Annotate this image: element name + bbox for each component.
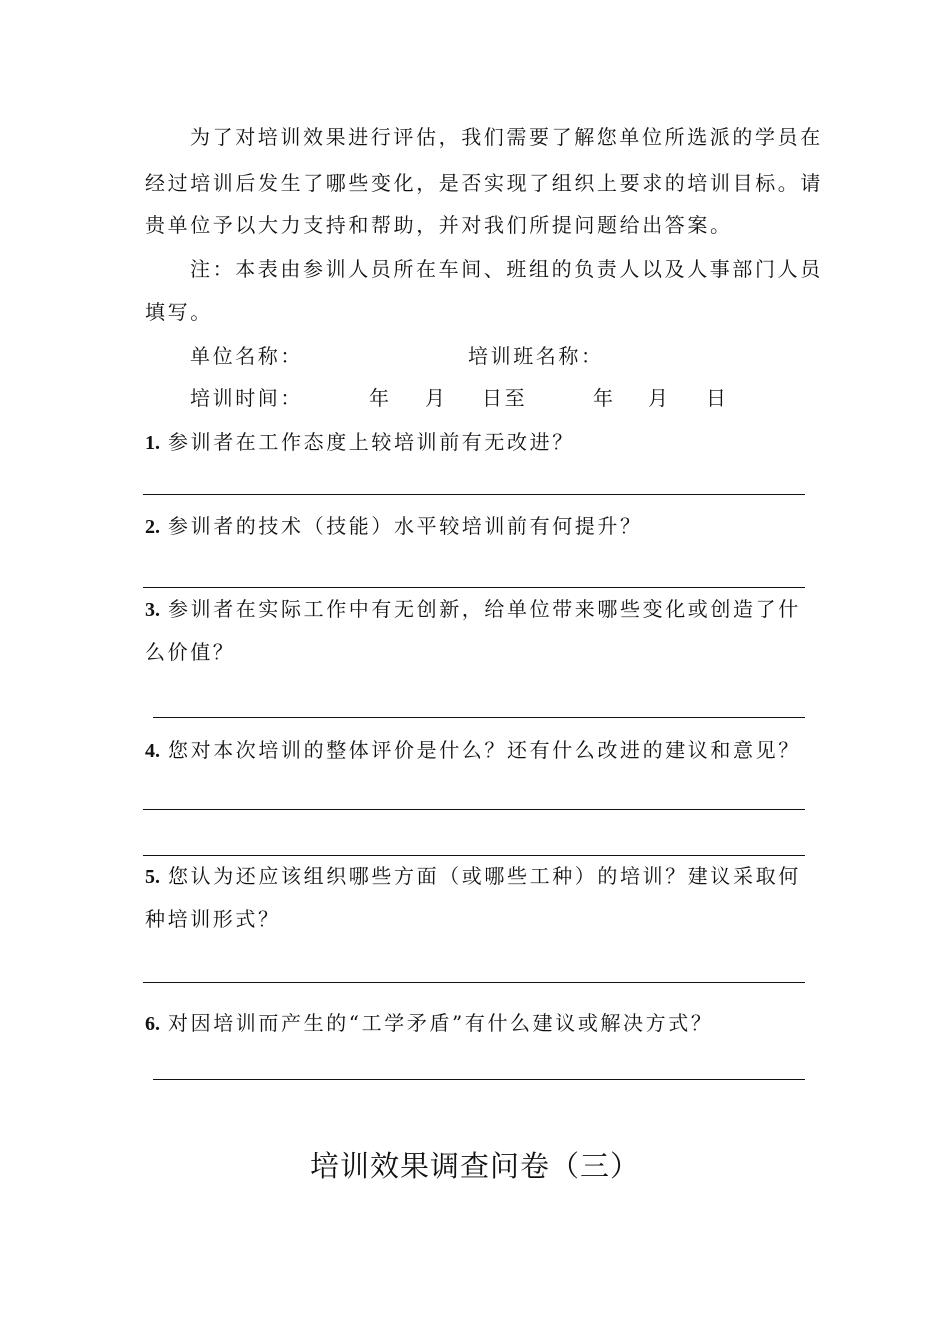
unit-name-label: 单位名称：	[190, 344, 303, 368]
question-text: 参训者的技术（技能）水平较培训前有何提升？	[168, 514, 643, 538]
question-2	[145, 510, 805, 539]
question-text: 参训者在实际工作中有无创新，给单位带来哪些变化或创造了什	[168, 597, 801, 621]
question-6	[145, 1007, 805, 1036]
answer-line[interactable]	[143, 855, 805, 856]
questionnaire-title: 培训效果调查问卷（三）	[309, 1149, 640, 1183]
question-text: 参训者在工作态度上较培训前有无改进？	[168, 430, 575, 454]
start-day-to-label: 日至	[482, 386, 528, 410]
training-time-label: 培训时间：	[190, 386, 303, 410]
intro-line-3: 贵单位予以大力支持和帮助，并对我们所提问题给出答案。	[145, 213, 733, 237]
question-number: 4.	[145, 740, 160, 762]
question-text: 对因培训而产生的“工学矛盾”有什么建议或解决方式？	[168, 1011, 714, 1035]
answer-line[interactable]	[153, 1079, 805, 1080]
question-5-continued: 种培训形式？	[145, 907, 281, 931]
question-3	[145, 593, 805, 622]
start-year-label: 年	[369, 386, 392, 410]
answer-line[interactable]	[143, 587, 805, 588]
question-number: 1.	[145, 432, 160, 454]
question-number: 6.	[145, 1013, 160, 1035]
intro-line-1: 为了对培训效果进行评估，我们需要了解您单位所选派的学员在	[190, 125, 823, 149]
answer-line[interactable]	[143, 494, 805, 495]
question-text: 您认为还应该组织哪些方面（或哪些工种）的培训？建议采取何	[168, 864, 801, 888]
answer-line[interactable]	[143, 982, 805, 983]
answer-line[interactable]	[153, 717, 805, 718]
question-3-continued: 么价值？	[145, 640, 236, 664]
question-number: 5.	[145, 866, 160, 888]
question-1	[145, 426, 805, 455]
answer-line[interactable]	[143, 809, 805, 810]
start-month-label: 月	[425, 386, 448, 410]
question-number: 2.	[145, 516, 160, 538]
question-number: 3.	[145, 599, 160, 621]
question-4	[145, 734, 805, 763]
class-name-label: 培训班名称：	[468, 344, 604, 368]
question-text: 您对本次培训的整体评价是什么？还有什么改进的建议和意见？	[168, 738, 801, 762]
question-5	[145, 860, 805, 889]
note-line-2: 填写。	[145, 300, 213, 324]
intro-line-2: 经过培训后发生了哪些变化，是否实现了组织上要求的培训目标。请	[145, 171, 823, 195]
end-month-label: 月	[648, 386, 671, 410]
note-line-1: 注：本表由参训人员所在车间、班组的负责人以及人事部门人员	[190, 257, 823, 281]
end-year-label: 年	[593, 386, 616, 410]
end-day-label: 日	[706, 386, 729, 410]
